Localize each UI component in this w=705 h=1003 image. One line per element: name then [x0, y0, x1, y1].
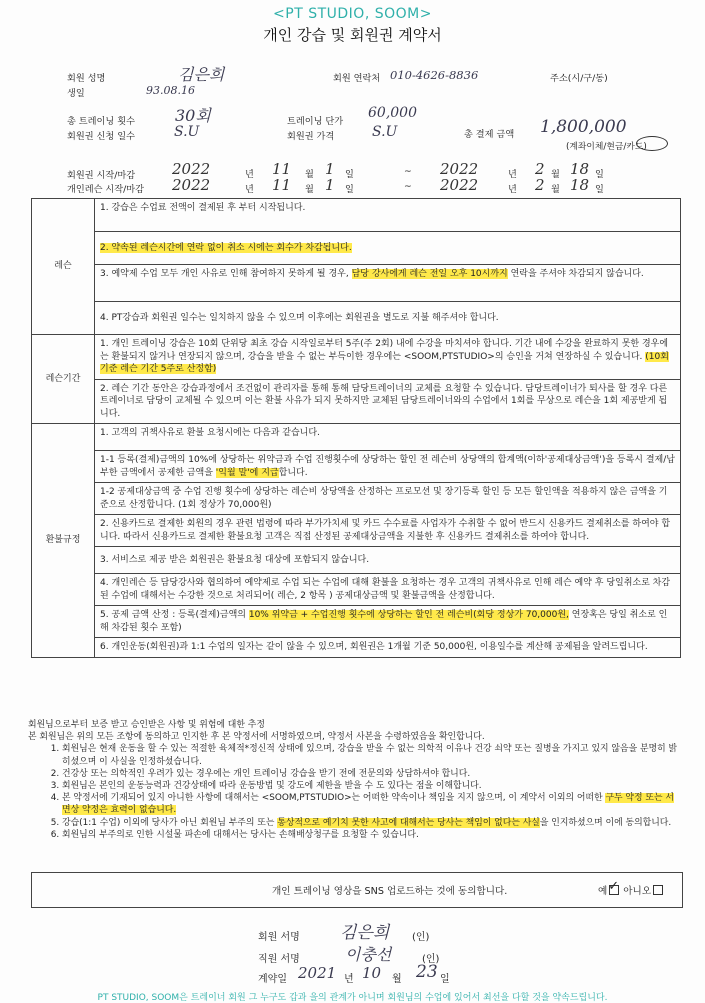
notes-item-5-a: 강습(1:1 수업) 이외에 당사가 아닌 회원님 부주의 또는: [62, 817, 278, 828]
days-label: 회원권 신청 일수: [67, 131, 135, 142]
period-term-2: 2. 레슨 기간 동안은 강습과정에서 조건없이 관리자를 통해 통해 담당트레이너의 교체를 요청할 수 있습니다. 담당트레이너가 퇴사를 할 경우 다른 트레이너로 담당이 교체될 수 있으며 이는 환불 사유가 되지 못하지만 교체된 담당트레이너와의 수업에서 1회를 무상으로 레슨을 1회 제공받게 됩니다.: [95, 379, 681, 424]
refund-term-1-1-b: 합니다.: [278, 467, 308, 478]
period-term-1-text: 1. 개인 트레이닝 강습은 10회 단위당 최초 강습 시작일로부터 5주(주 2회) 내에 수강을 마치셔야 합니다. 기간 내에 수강을 완료하지 못한 경우에는 환불되지 않거나 연장되지 않으며, 강습을 받을 수 없는 부득이한 경우에는 <SOOM,PTSTUDIO>의 승인을 거쳐 연장하실 수 있습니다.: [100, 339, 669, 362]
notes-item-5-highlight: 통상적으로 예기치 못한 사고에 대해서는 당사는 책임이 없다는 사실: [277, 817, 540, 828]
notes-item-6: 6. 회원님의 부주의로 인한 시설물 파손에 대해서는 당사는 손해배상청구를 요청할 수 있습니다.: [62, 829, 678, 841]
notes-item-4: [62, 792, 678, 816]
sns-consent-text: 개인 트레이닝 영상을 SNS 업로드하는 것에 동의합니다.: [272, 886, 508, 897]
terms-row: [32, 424, 681, 451]
membership-start-month: 11: [272, 160, 292, 178]
notes-item-1: 1. 회원님은 현재 운동을 할 수 있는 적절한 육체적*정신적 상태에 있으며, 강습을 받을 수 없는 의학적 이유나 건강 쇠약 또는 질병을 가지고 있지 않음을 분명히 밝히셨으며 이 사실을 인정하셨습니다.: [62, 743, 678, 767]
membership-start-year: 2022: [172, 160, 211, 178]
member-signature: 김은희: [340, 923, 390, 943]
member-signature-label: 회원 서명: [258, 932, 300, 943]
terms-row: [32, 483, 681, 515]
refund-term-5: [95, 606, 681, 638]
refund-term-1-1-highlight: '익월 말'에 지급: [215, 467, 279, 478]
year-unit: 년: [508, 169, 517, 180]
notes-list: [28, 743, 678, 841]
lesson-term-3-b: 연락을 주셔야 차감되지 않습니다.: [507, 269, 644, 279]
birth-value: 93.08.16: [146, 84, 195, 97]
lesson-end-month: 2: [535, 176, 545, 194]
lesson-end-year: 2022: [440, 176, 479, 194]
lesson-term-4: 4. PT강습과 회원권 일수는 일치하지 않을 수 있으며 이후에는 회원권을 별도로 지불 해주셔야 합니다.: [95, 302, 681, 335]
terms-row: [32, 515, 681, 547]
days-value: S.U: [174, 124, 200, 140]
contract-day-unit: 일: [440, 974, 450, 985]
refund-term-6: 6. 개인운동(회원권)과 1:1 수업의 일자는 같이 않을 수 있으며, 회원권은 1개월 기준 50,000원, 이용일수를 계산해 공제됨을 알려드립니다.: [95, 638, 681, 658]
lesson-term-2-text: 2. 약속된 레슨시간에 연락 없이 취소 시에는 회수가 차감됩니다.: [100, 242, 352, 253]
check-icon: ✓: [608, 879, 620, 894]
terms-row: [32, 606, 681, 638]
refund-term-2: 2. 신용카드로 결제한 회원의 경우 관련 법령에 따라 부가가치세 및 카드 수수료를 사업자가 수취할 수 없어 반드시 신용카드 결제취소를 하여야 합니다. 따라서 신용카드로 결제한 환불요청 고객은 직접 산정된 공제대상금액을 지불한 후 신용카드 결제취소를 하여야 합니다.: [95, 515, 681, 547]
card-circle-mark: [636, 136, 668, 151]
year-unit: 년: [245, 169, 254, 180]
month-unit: 월: [305, 169, 314, 180]
sns-no-label: 아니오: [623, 886, 652, 897]
day-unit: 일: [345, 169, 354, 180]
agreement-notes: [28, 719, 678, 841]
lesson-end-day: 18: [570, 176, 590, 194]
sns-yes-checkbox[interactable]: [608, 879, 620, 895]
terms-row: [32, 547, 681, 574]
section-label-refund: 환불규정: [32, 424, 95, 658]
notes-intro-2: 본 회원님은 위의 모든 조항에 동의하고 인지한 후 본 약정서에 서명하였으며, 약정서 사본을 수령하였음을 확인합니다.: [28, 732, 485, 743]
date-separator: ~: [404, 166, 412, 177]
staff-signature-label: 직원 서명: [258, 954, 300, 965]
refund-term-1-2: 1-2 공제대상금액 중 수업 진행 횟수에 상당하는 레슨비 상당액을 산정하는 프로모션 및 장기등록 할인 등 모든 할인액을 적용하지 않은 금액을 기준으로 산정합니다. (1회 정상가 70,000원): [95, 483, 681, 515]
contract-month: 10: [362, 964, 382, 982]
training-count-label: 총 트레이닝 횟수: [67, 116, 135, 127]
terms-row: [32, 232, 681, 265]
notes-item-5: [62, 817, 678, 829]
contract-day: 23: [416, 962, 438, 982]
total-label: 총 결제 금액: [464, 129, 515, 140]
training-price-value: 60,000: [368, 105, 417, 121]
year-unit: 년: [508, 184, 517, 195]
name-value: 김은희: [178, 65, 225, 84]
sns-options: [598, 879, 663, 897]
contract-month-unit: 월: [392, 974, 402, 985]
lesson-term-3-a: 3. 예약제 수업 모두 개인 사유로 인해 참여하지 못하게 될 경우,: [100, 269, 352, 279]
membership-start-day: 1: [325, 160, 335, 178]
lesson-period-label: 개인레슨 시작/마감: [67, 184, 145, 195]
name-label: 회원 성명: [67, 73, 106, 84]
training-price-label: 트레이닝 단가: [287, 116, 344, 127]
refund-term-1-1-a: 1-1 등록(결제)금액의 10%에 상당하는 위약금과 수업 진행횟수에 상당하는 할인 전 레슨비 상당액의 합계액(이하'공제대상금액')을 등록시 결제/납부한 금액에서 공제한 금액을: [100, 455, 675, 478]
terms-row: [32, 265, 681, 302]
footer-promise: PT STUDIO, SOOM은 트레이너 회원 그 누구도 갑과 을의 관계가 아니며 회원님의 수업에 있어서 최선을 다할 것을 약속드립니다.: [97, 993, 608, 1003]
terms-row: [32, 638, 681, 658]
refund-term-4: 4. 개인레슨 등 담당강사와 협의하여 예약제로 수업 되는 수업에 대해 환불을 요청하는 경우 고객의 귀책사유로 인해 레슨 예약 후 당일취소로 차감된 수업에 대해서는 수강한 것으로 처리되어( 레슨, 2 항목 ) 공제대상금액 및 환불금액을 산정합니다.: [95, 574, 681, 606]
section-label-period: 레슨기간: [32, 335, 95, 424]
refund-term-5-b: 연장혹은 당일 취소로 인해 차감된 횟수 포함): [100, 610, 668, 633]
contract-date-label: 계약일: [258, 974, 287, 985]
membership-price-label: 회원권 가격: [287, 131, 335, 142]
day-unit: 일: [595, 169, 604, 180]
terms-row: [32, 379, 681, 424]
lesson-term-1: 1. 강습은 수업료 전액이 결제된 후 부터 시작됩니다.: [95, 199, 681, 232]
refund-term-5-a: 5. 공제 금액 산정 : 등록(결제)금액의: [100, 610, 249, 620]
terms-row: [32, 335, 681, 380]
terms-row: [32, 451, 681, 483]
birth-label: 생일: [67, 88, 85, 99]
lesson-term-3: [95, 265, 681, 302]
membership-price-value: S.U: [372, 124, 398, 140]
contact-value: 010-4626-8836: [390, 68, 479, 82]
contact-label: 회원 연락처: [333, 73, 381, 84]
refund-term-5-highlight: 10% 위약금 + 수업진행 횟수에 상당하는 할인 전 레슨비(회당 정상가 70,000원,: [248, 610, 569, 620]
period-term-1-highlight: (10회 기준 레슨 기간 5주로 산정함): [100, 351, 669, 374]
refund-term-1-1: [95, 451, 681, 483]
total-value: 1,800,000: [540, 117, 627, 137]
sns-consent-box: [31, 872, 683, 908]
year-unit: 년: [245, 184, 254, 195]
sns-yes-label: 예: [598, 886, 608, 897]
terms-row: [32, 199, 681, 232]
sns-no-checkbox[interactable]: [653, 885, 663, 895]
notes-item-3: 3. 회원님은 본인의 운동능력과 건강상태에 따라 운동방법 및 강도에 제한을 받을 수 도 있다는 점을 이해합니다.: [62, 780, 678, 792]
contract-year-unit: 년: [344, 974, 354, 985]
terms-table: [31, 198, 681, 658]
terms-row: [32, 302, 681, 335]
section-label-lesson: 레슨: [32, 199, 95, 335]
terms-row: [32, 574, 681, 606]
lesson-term-2: [95, 232, 681, 265]
document-title: 개인 강습 및 회원권 계약서: [263, 26, 442, 44]
day-unit: 일: [595, 184, 604, 195]
date-separator: ~: [404, 181, 412, 192]
training-count-value: 30회: [175, 106, 211, 125]
staff-seal: (인): [422, 954, 440, 965]
refund-term-1: 1. 고객의 귀책사유로 환불 요청시에는 다음과 같습니다.: [95, 424, 681, 451]
address-label: 주소(시/구/동): [550, 73, 608, 84]
brand-heading: <PT STUDIO, SOOM>: [273, 6, 432, 22]
lesson-start-month: 11: [272, 176, 292, 194]
contract-year: 2021: [298, 964, 337, 982]
payment-method: (계좌이체/현금/카드): [566, 142, 647, 152]
month-unit: 월: [305, 184, 314, 195]
notes-item-5-b: 을 인지하셨으며 이에 동의합니다.: [539, 817, 672, 828]
notes-item-4-highlight: 구두 약정 또는 서면상 약정은 효력이 없습니다.: [62, 793, 674, 816]
membership-end-month: 2: [535, 160, 545, 178]
period-term-1: [95, 335, 681, 380]
month-unit: 월: [551, 184, 560, 195]
notes-item-4-text: 본 약정서에 기재되어 있지 아니한 사항에 대해서는 <SOOM,PTSTUDIO>는 어떠한 약속이나 책임을 지지 않으며, 이 계약서 이외의 어떠한: [62, 793, 606, 804]
refund-term-3: 3. 서비스로 제공 받은 회원권은 환불요청 대상에 포함되지 않습니다.: [95, 547, 681, 574]
lesson-start-day: 1: [325, 176, 335, 194]
lesson-term-3-highlight: 담당 강사에게 레슨 전일 오후 10시까지: [351, 269, 508, 279]
notes-item-2: 2. 건강상 또는 의학적인 우려가 있는 경우에는 개인 트레이닝 강습을 받기 전에 전문의와 상담하셔야 합니다.: [62, 768, 678, 780]
month-unit: 월: [551, 169, 560, 180]
membership-end-day: 18: [570, 160, 590, 178]
membership-end-year: 2022: [440, 160, 479, 178]
notes-intro-1: 회원님으로부터 보증 받고 승인받은 사항 및 위험에 대한 추정: [28, 720, 265, 730]
staff-signature: 이충선: [345, 945, 392, 964]
member-seal: (인): [412, 932, 430, 943]
day-unit: 일: [345, 184, 354, 195]
membership-period-label: 회원권 시작/마감: [67, 170, 136, 181]
lesson-start-year: 2022: [172, 176, 211, 194]
